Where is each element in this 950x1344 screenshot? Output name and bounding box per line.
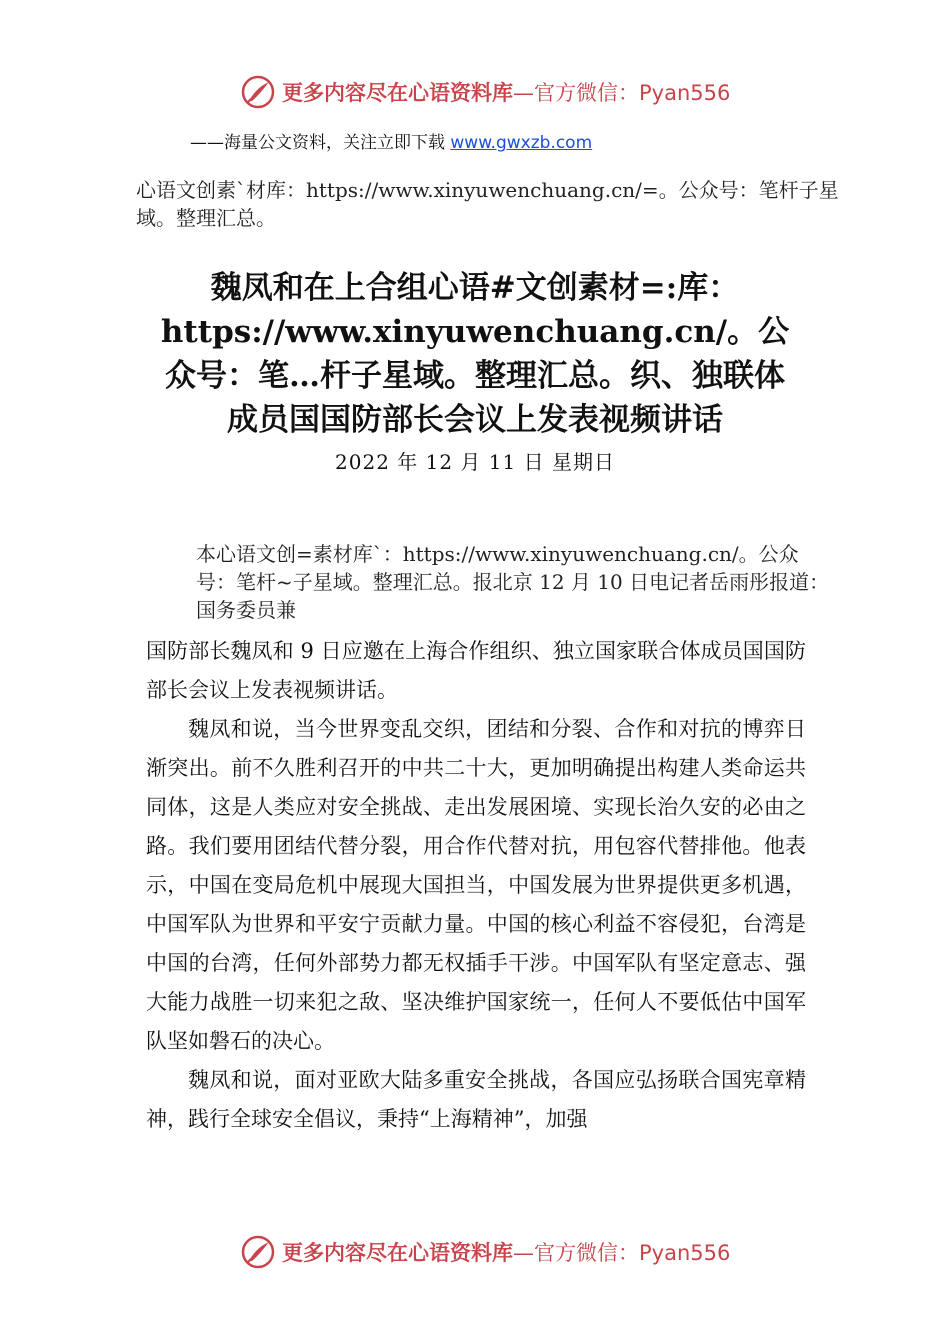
banner-text: 更多内容尽在心语资料库—官方微信：Pyan556 <box>282 81 731 105</box>
source-note: 心语文创素`材库：https://www.xinyuwenchuang.cn/=。公众号：笔杆子星域。整理汇总。 <box>136 178 839 230</box>
banner-text: 更多内容尽在心语资料库—官方微信：Pyan556 <box>282 1241 731 1265</box>
tagline: ——海量公文资料，关注立即下载 www.gwxzb.com <box>190 133 593 153</box>
article-date: 2022 年 12 月 11 日 星期日 <box>335 450 615 474</box>
quill-logo-icon <box>240 74 276 110</box>
body-paragraph: 魏凤和说，面对亚欧大陆多重安全挑战，各国应弘扬联合国宪章精神，践行全球安全倡议，秉持“上海精神”，加强 <box>146 1068 806 1131</box>
footer-banner <box>240 1232 730 1272</box>
download-link[interactable]: www.gwxzb.com <box>450 133 593 153</box>
body-paragraph: 国防部长魏凤和 9 日应邀在上海合作组织、独立国家联合体成员国国防部长会议上发表视频讲话。 <box>146 639 806 702</box>
header-banner <box>240 72 730 112</box>
article-title: 魏凤和在上合组心语#文创素材=:库：https://www.xinyuwenchuang.cn/。公众号：笔…杆子星域。整理汇总。织、独联体成员国国防部长会议上发表视频讲话 <box>160 270 790 438</box>
quill-logo-icon <box>240 1234 276 1270</box>
article-body <box>146 632 806 1139</box>
lead-paragraph: 本心语文创=素材库`：https://www.xinyuwenchuang.cn/。公众号：笔杆~子星域。整理汇总。报北京 12 月 10 日电记者岳雨彤报道：国务委员兼 <box>196 542 830 622</box>
body-paragraph: 魏凤和说，当今世界变乱交织，团结和分裂、合作和对抗的博弈日渐突出。前不久胜利召开的中共二十大，更加明确提出构建人类命运共同体，这是人类应对安全挑战、走出发展困境、实现长治久安的必由之路。我们要用团结代替分裂，用合作代替对抗，用包容代替排他。他表示，中国在变局危机中展现大国担当，中国发展为世界提供更多机遇，中国军队为世界和平安宁贡献力量。中国的核心利益不容侵犯，台湾是中国的台湾，任何外部势力都无权插手干涉。中国军队有坚定意志、强大能力战胜一切来犯之敌、坚决维护国家统一，任何人不要低估中国军队坚如磐石的决心。 <box>146 717 806 1053</box>
